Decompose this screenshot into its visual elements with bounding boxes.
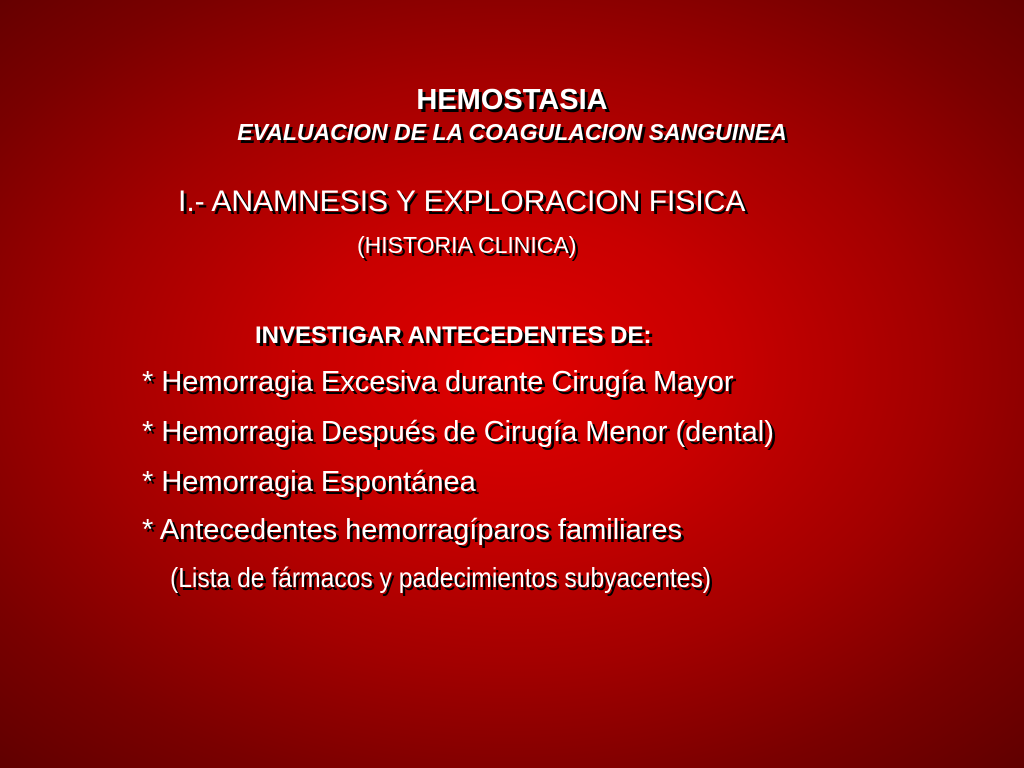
list-note: (Lista de fármacos y padecimientos subyacentes)	[170, 562, 711, 593]
list-item: * Antecedentes hemorragíparos familiares	[142, 514, 683, 546]
list-item: * Hemorragia Excesiva durante Cirugía Mayor	[142, 366, 734, 398]
slide-title: HEMOSTASIA	[416, 84, 608, 116]
section-subheading: (HISTORIA CLINICA)	[357, 232, 577, 258]
section-heading: I.- ANAMNESIS Y EXPLORACION FISICA	[178, 185, 746, 218]
list-item: * Hemorragia Espontánea	[142, 466, 476, 498]
slide-subtitle: EVALUACION DE LA COAGULACION SANGUINEA	[237, 119, 787, 145]
investigate-heading: INVESTIGAR ANTECEDENTES DE:	[255, 322, 652, 349]
list-item: * Hemorragia Después de Cirugía Menor (dental)	[142, 416, 774, 448]
